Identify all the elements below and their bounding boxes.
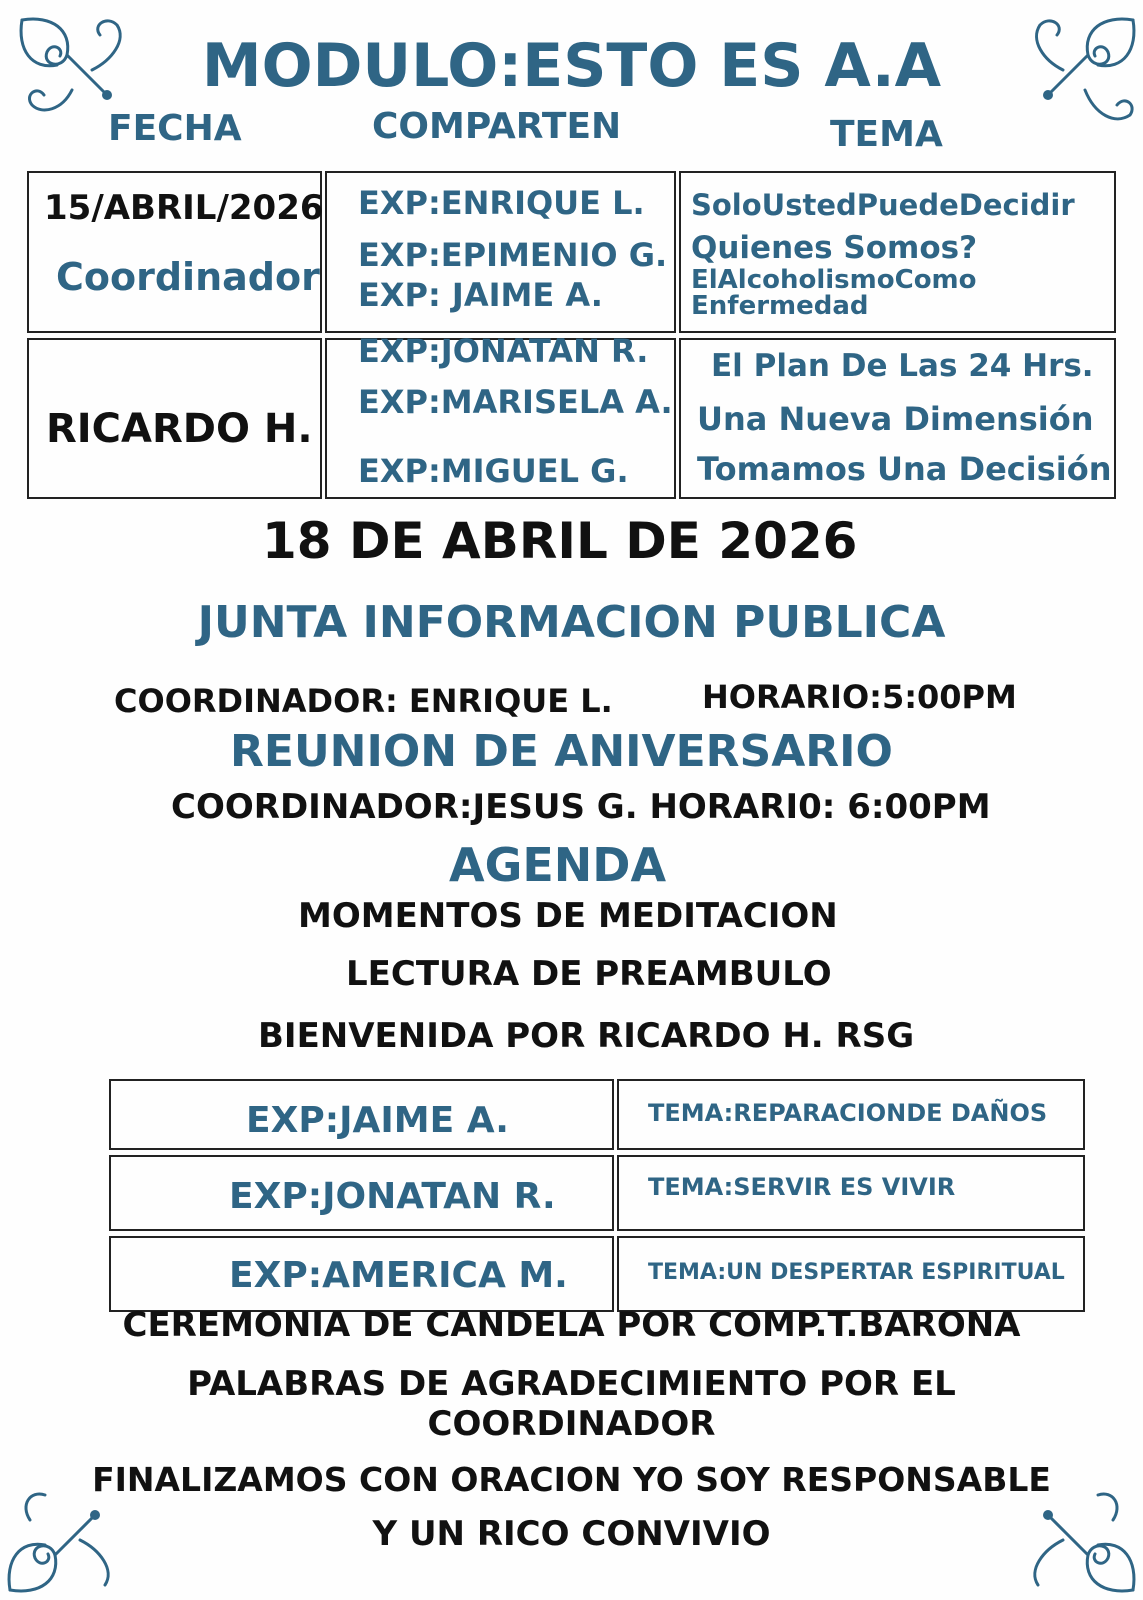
speaker-6: EXP:MIGUEL G. xyxy=(358,452,629,490)
agenda-item-1: MOMENTOS DE MEDITACION xyxy=(298,896,838,936)
speaker-3: EXP: JAIME A. xyxy=(358,276,603,314)
topic-1: SoloUstedPuedeDecidir xyxy=(691,188,1075,222)
page-title: MODULO:ESTO ES A.A xyxy=(201,31,942,101)
speaker-2: EXP:EPIMENIO G. xyxy=(358,236,668,274)
topic-4: Enfermedad xyxy=(691,291,869,321)
column-header-comparten: COMPARTEN xyxy=(372,106,622,147)
speaker-5: EXP:MARISELA A. xyxy=(358,383,673,421)
closing-line-2: PALABRAS DE AGRADECIMIENTO POR EL xyxy=(187,1364,956,1404)
topic-2: Quienes Somos? xyxy=(691,230,978,266)
talk-topic: TEMA:UN DESPERTAR ESPIRITUAL xyxy=(648,1260,1065,1285)
agenda-item-3: BIENVENIDA POR RICARDO H. RSG xyxy=(258,1016,915,1056)
topic-6: Una Nueva Dimensión xyxy=(697,400,1094,438)
agenda-title: AGENDA xyxy=(449,838,667,892)
talk-topic: TEMA:SERVIR ES VIVIR xyxy=(648,1173,956,1201)
closing-line-1: CEREMONIA DE CANDELA POR COMP.T.BARONA xyxy=(122,1305,1021,1345)
coordinator-label: Coordinador xyxy=(56,255,320,299)
talk-speaker: EXP:JONATAN R. xyxy=(229,1176,556,1217)
event-date: 18 DE ABRIL DE 2026 xyxy=(262,512,858,570)
column-header-tema: TEMA xyxy=(830,114,943,155)
topic-5: El Plan De Las 24 Hrs. xyxy=(711,348,1094,384)
topic-3: ElAlcoholismoComo xyxy=(691,265,977,295)
reunion-title: REUNION DE ANIVERSARIO xyxy=(230,726,893,777)
junta-title: JUNTA INFORMACION PUBLICA xyxy=(197,597,946,648)
schedule-date: 15/ABRIL/2026 xyxy=(44,188,324,228)
closing-line-5: Y UN RICO CONVIVIO xyxy=(372,1514,771,1554)
speaker-1: EXP:ENRIQUE L. xyxy=(358,184,645,222)
coordinator-name: RICARDO H. xyxy=(46,406,313,452)
column-header-fecha: FECHA xyxy=(108,108,242,149)
reunion-line: COORDINADOR:JESUS G. HORARI0: 6:00PM xyxy=(171,787,991,827)
talk-speaker: EXP:AMERICA M. xyxy=(229,1255,568,1296)
closing-line-4: FINALIZAMOS CON ORACION YO SOY RESPONSABLE xyxy=(92,1460,1051,1499)
speaker-4: EXP:JONATAN R. xyxy=(358,332,649,370)
junta-time: HORARIO:5:00PM xyxy=(702,678,1017,716)
talk-speaker: EXP:JAIME A. xyxy=(246,1100,509,1141)
closing-line-3: COORDINADOR xyxy=(427,1404,716,1444)
talk-topic: TEMA:REPARACIONDE DAÑOS xyxy=(648,1099,1048,1127)
junta-coordinator: COORDINADOR: ENRIQUE L. xyxy=(114,682,613,720)
agenda-item-2: LECTURA DE PREAMBULO xyxy=(346,954,832,994)
topic-7: Tomamos Una Decisión xyxy=(697,450,1112,488)
